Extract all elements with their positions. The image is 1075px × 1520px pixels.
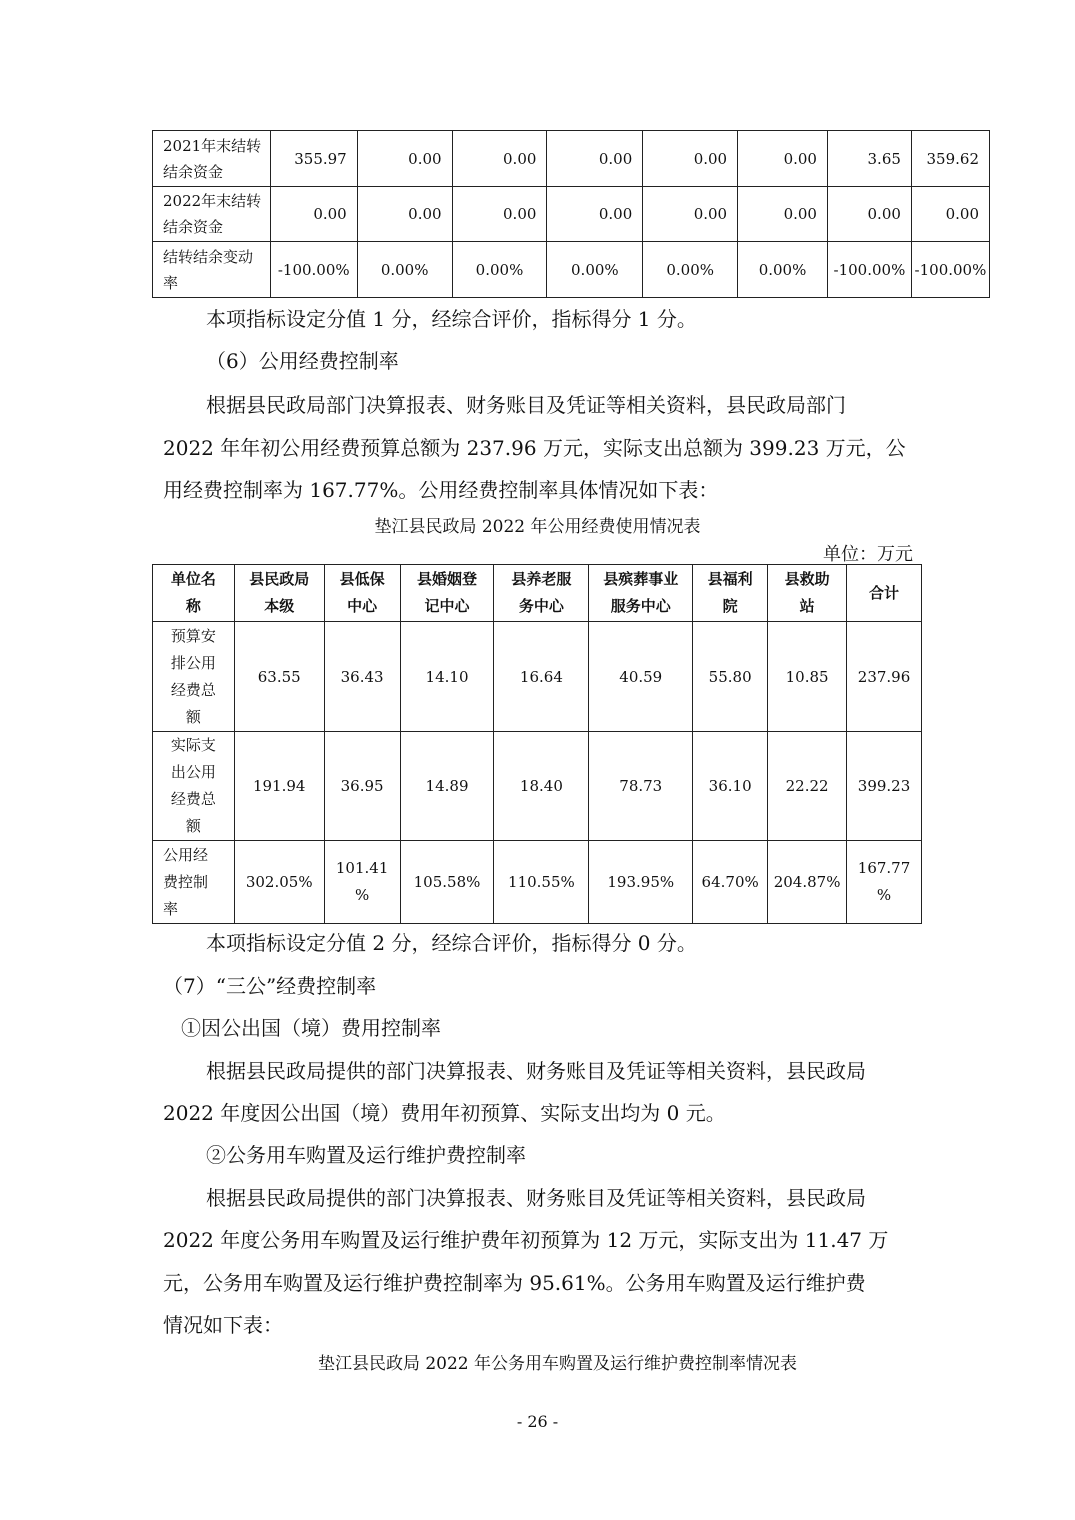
table-cell: 0.00 xyxy=(827,187,911,242)
paragraph-line: 情况如下表： xyxy=(163,1313,283,1337)
table-cell: 0.00 xyxy=(452,131,547,187)
table-cell: 204.87% xyxy=(768,841,847,924)
table-cell: 78.73 xyxy=(589,732,693,841)
table-cell: 105.58% xyxy=(400,841,494,924)
column-header: 县福利 院 xyxy=(693,565,768,622)
table-cell: 101.41 % xyxy=(324,841,400,924)
column-header: 县救助 站 xyxy=(768,565,847,622)
table-cell: 3.65 xyxy=(827,131,911,187)
table-cell: 359.62 xyxy=(911,131,989,187)
page-number: - 26 - xyxy=(516,1412,559,1431)
table-cell: 110.55% xyxy=(494,841,589,924)
table-cell: 191.94 xyxy=(234,732,324,841)
public-expense-table xyxy=(152,564,922,924)
table-row xyxy=(153,187,990,242)
section-heading: （7）“三公”经费控制率 xyxy=(163,974,377,998)
table-row xyxy=(153,622,922,732)
table-cell: 0.00% xyxy=(738,242,828,298)
table-row xyxy=(153,732,922,841)
table-cell: 0.00% xyxy=(357,242,452,298)
table-cell: 0.00% xyxy=(452,242,547,298)
table-cell: 237.96 xyxy=(847,622,922,732)
table-cell: 10.85 xyxy=(768,622,847,732)
column-header: 县婚姻登 记中心 xyxy=(400,565,494,622)
column-header: 县养老服 务中心 xyxy=(494,565,589,622)
table-cell: 0.00% xyxy=(547,242,643,298)
row-label: 预算安 排公用 经费总 额 xyxy=(153,622,235,732)
table-cell: 36.95 xyxy=(324,732,400,841)
paragraph-line: 2022 年度公务用车购置及运行维护费年初预算为 12 万元，实际支出为 11.47 万 xyxy=(163,1228,889,1252)
table-cell: 0.00% xyxy=(643,242,738,298)
table-cell: -100.00% xyxy=(270,242,357,298)
paragraph-line: 元，公务用车购置及运行维护费控制率为 95.61%。公务用车购置及运行维护费 xyxy=(163,1271,866,1295)
paragraph-line: 根据县民政局提供的部门决算报表、财务账目及凭证等相关资料，县民政局 xyxy=(206,1059,866,1083)
table-caption: 垫江县民政局 2022 年公务用车购置及运行维护费控制率情况表 xyxy=(317,1354,798,1374)
table-row xyxy=(153,242,990,298)
column-header: 县民政局 本级 xyxy=(234,565,324,622)
table-cell: 0.00 xyxy=(357,131,452,187)
table-cell: 0.00 xyxy=(547,187,643,242)
subsection-heading: ①因公出国（境）费用控制率 xyxy=(181,1016,441,1040)
table-cell: 18.40 xyxy=(494,732,589,841)
column-header: 县低保 中心 xyxy=(324,565,400,622)
table-cell: -100.00% xyxy=(911,242,989,298)
table-cell: 0.00 xyxy=(643,131,738,187)
paragraph-line: 用经费控制率为 167.77%。公用经费控制率具体情况如下表： xyxy=(163,478,719,502)
table-cell: 55.80 xyxy=(693,622,768,732)
table-cell: 0.00 xyxy=(643,187,738,242)
table-cell: 0.00 xyxy=(357,187,452,242)
unit-label: 单位：万元 xyxy=(823,544,913,565)
table-cell: 36.43 xyxy=(324,622,400,732)
table-caption: 垫江县民政局 2022 年公用经费使用情况表 xyxy=(374,517,701,537)
table-cell: 167.77 % xyxy=(847,841,922,924)
table-row xyxy=(153,841,922,924)
section-heading: （6）公用经费控制率 xyxy=(206,349,399,373)
paragraph-line: 2022 年年初公用经费预算总额为 237.96 万元，实际支出总额为 399.23 万元，公 xyxy=(163,436,906,460)
table-cell: 36.10 xyxy=(693,732,768,841)
row-label: 2022年末结转 结余资金 xyxy=(153,187,271,242)
column-header: 县殡葬事业 服务中心 xyxy=(589,565,693,622)
score-statement: 本项指标设定分值 2 分，经综合评价，指标得分 0 分。 xyxy=(206,931,697,955)
table-cell: 0.00 xyxy=(738,187,828,242)
table-header-row xyxy=(153,565,922,622)
table-cell: 64.70% xyxy=(693,841,768,924)
table-cell: 22.22 xyxy=(768,732,847,841)
score-statement: 本项指标设定分值 1 分，经综合评价，指标得分 1 分。 xyxy=(206,307,697,331)
table-cell: 0.00 xyxy=(547,131,643,187)
table-cell: 16.64 xyxy=(494,622,589,732)
table-cell: 0.00 xyxy=(911,187,989,242)
table-cell: 0.00 xyxy=(738,131,828,187)
paragraph-line: 根据县民政局提供的部门决算报表、财务账目及凭证等相关资料，县民政局 xyxy=(206,1186,866,1210)
table-cell: 302.05% xyxy=(234,841,324,924)
row-label: 公用经 费控制 率 xyxy=(153,841,235,924)
carryover-table xyxy=(152,130,990,298)
table-row xyxy=(153,131,990,187)
table-cell: 0.00 xyxy=(452,187,547,242)
subsection-heading: ②公务用车购置及运行维护费控制率 xyxy=(206,1143,526,1167)
row-label: 2021年末结转 结余资金 xyxy=(153,131,271,187)
table-cell: -100.00% xyxy=(827,242,911,298)
paragraph-line: 根据县民政局部门决算报表、财务账目及凭证等相关资料，县民政局部门 xyxy=(206,393,846,417)
paragraph-line: 2022 年度因公出国（境）费用年初预算、实际支出均为 0 元。 xyxy=(163,1101,726,1125)
table-cell: 399.23 xyxy=(847,732,922,841)
table-cell: 0.00 xyxy=(270,187,357,242)
column-header: 单位名 称 xyxy=(153,565,235,622)
table-cell: 14.10 xyxy=(400,622,494,732)
table-cell: 40.59 xyxy=(589,622,693,732)
table-cell: 63.55 xyxy=(234,622,324,732)
column-header: 合计 xyxy=(847,565,922,622)
table-cell: 14.89 xyxy=(400,732,494,841)
row-label: 结转结余变动 率 xyxy=(153,242,271,298)
table-cell: 193.95% xyxy=(589,841,693,924)
table-cell: 355.97 xyxy=(270,131,357,187)
row-label: 实际支 出公用 经费总 额 xyxy=(153,732,235,841)
